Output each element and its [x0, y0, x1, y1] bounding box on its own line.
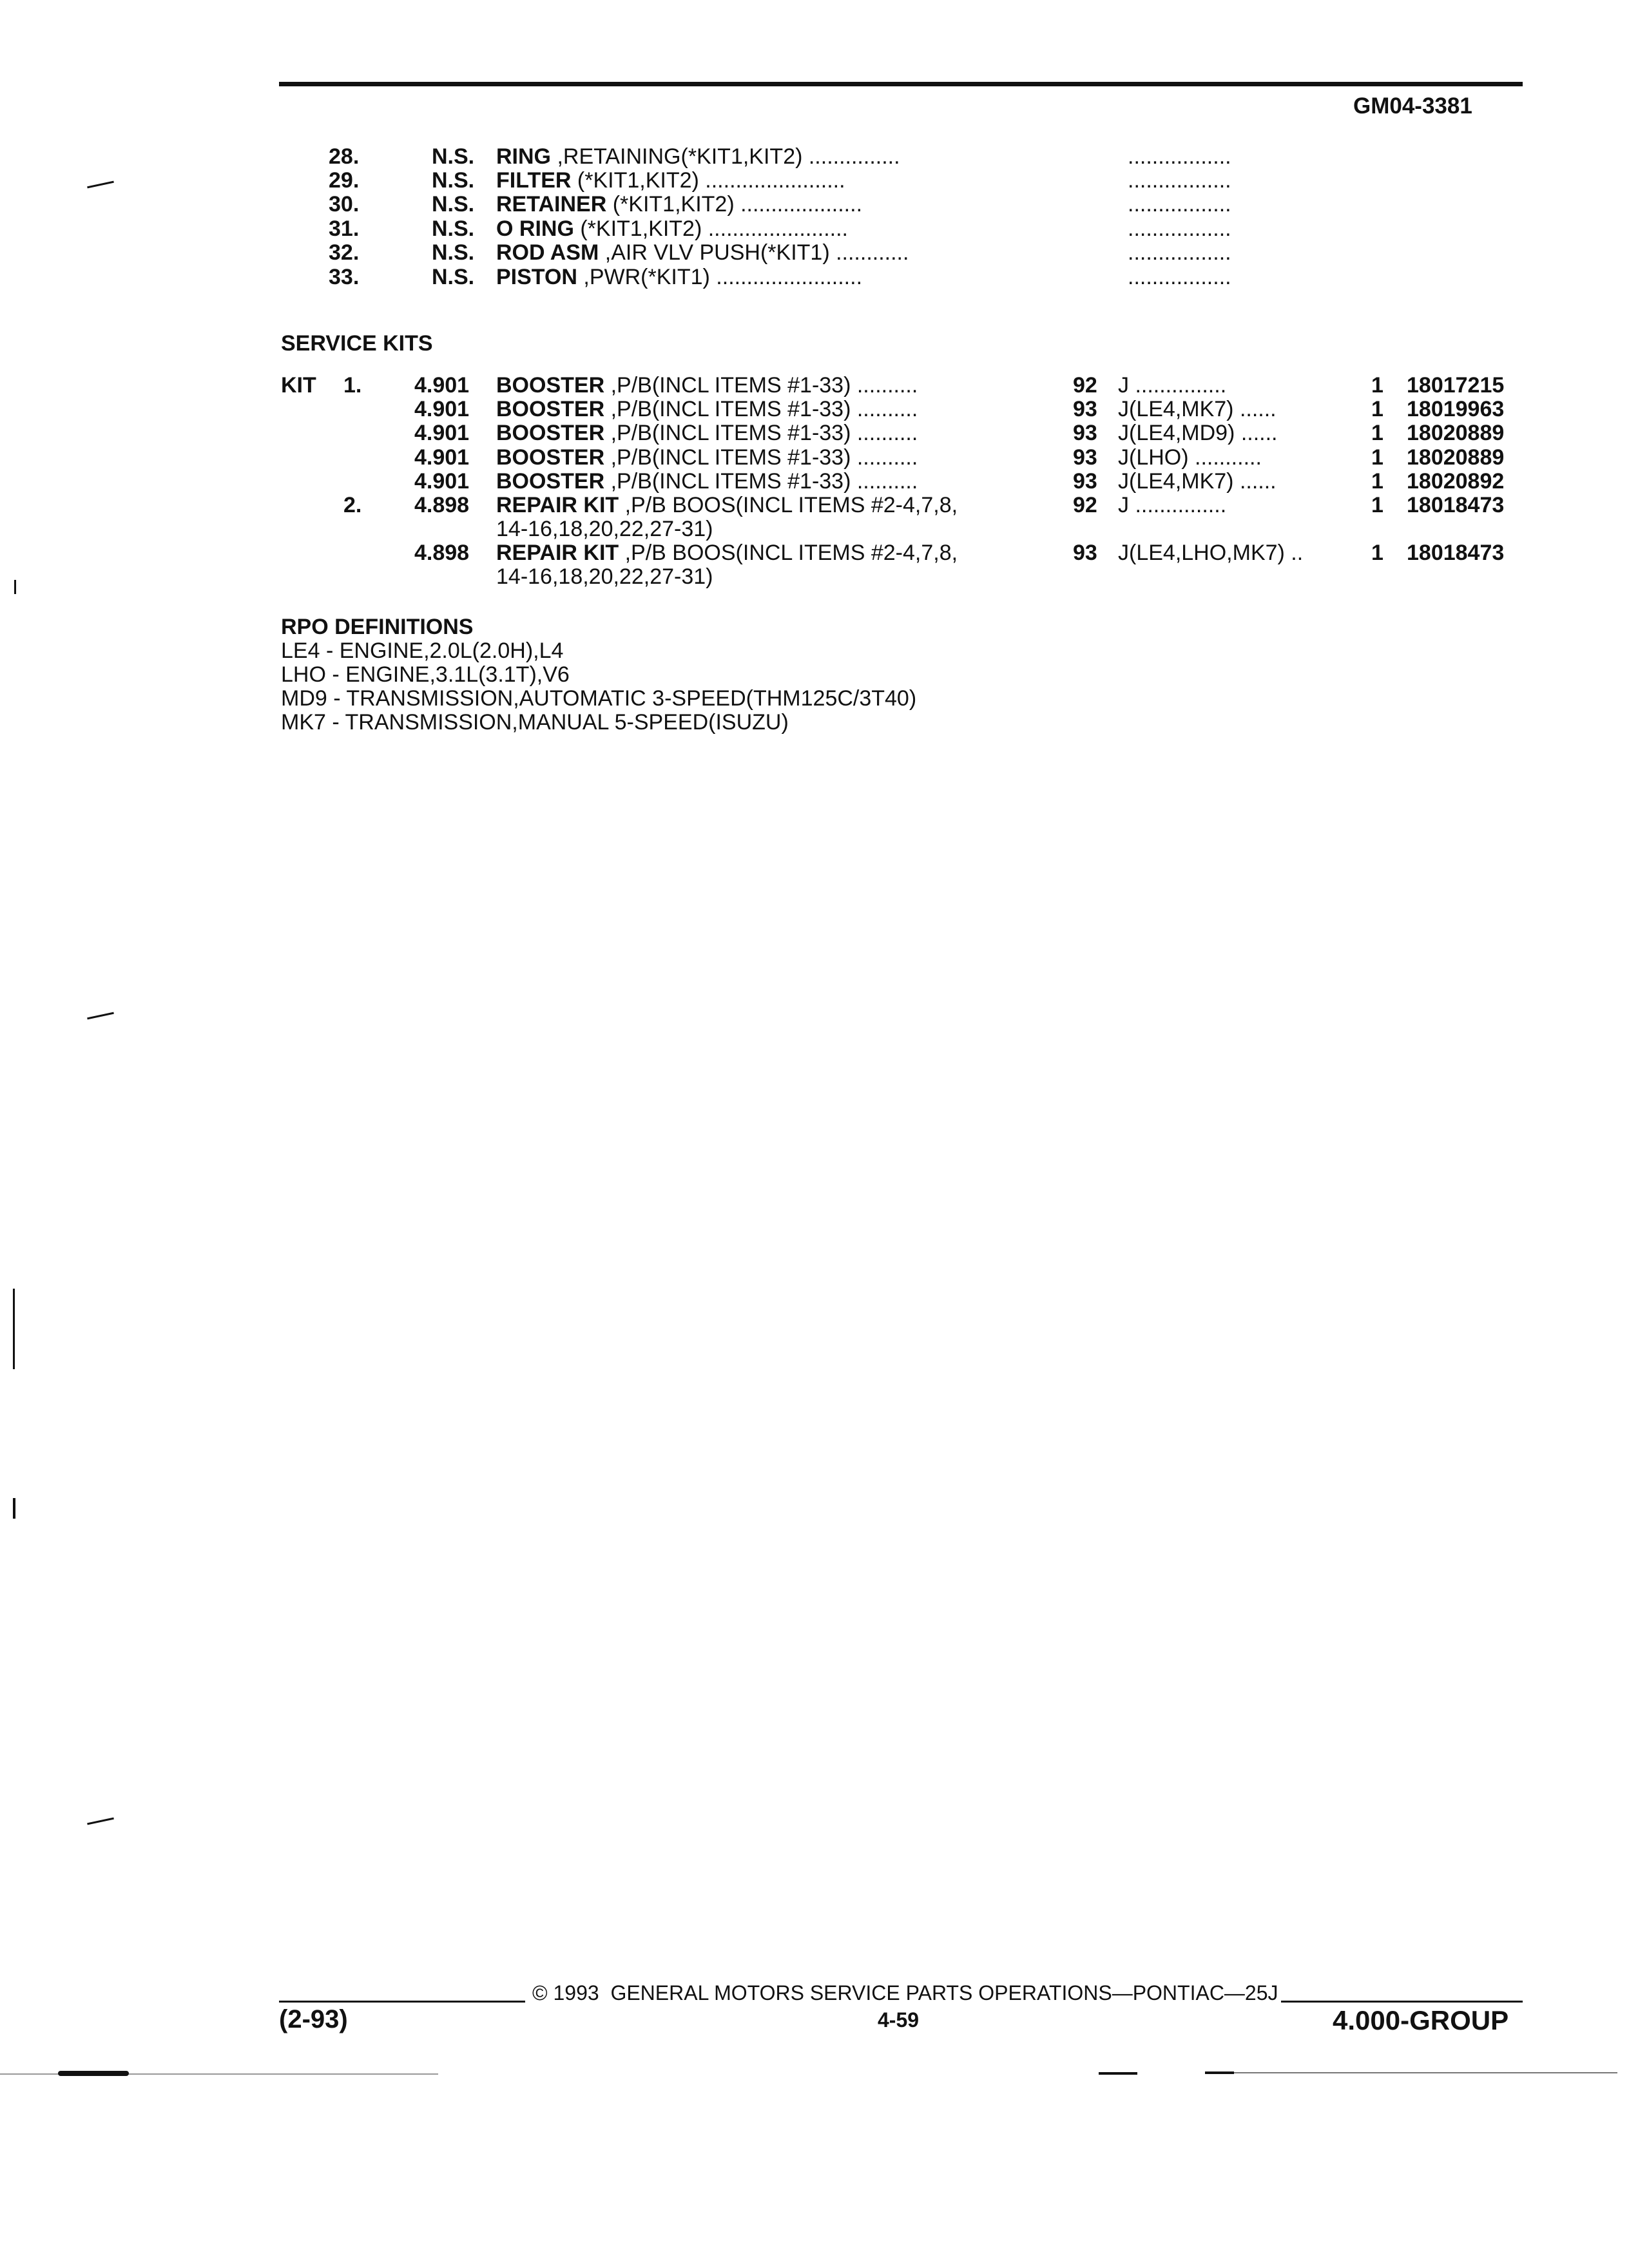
- part-detail: ,AIR VLV PUSH(*KIT1) ............: [599, 240, 909, 265]
- group-code: 4.898: [414, 493, 470, 517]
- scan-edge-mark: [87, 1818, 114, 1825]
- page-number: 4-59: [878, 2008, 920, 2032]
- scan-edge-mark: [87, 1012, 114, 1020]
- kit-detail-continued: 14-16,18,20,22,27-31): [496, 517, 713, 541]
- usage-code: J(LE4,MD9) ......: [1118, 421, 1278, 445]
- part-description: [496, 265, 862, 289]
- kit-name: REPAIR KIT: [496, 493, 619, 517]
- service-kits-heading: SERVICE KITS: [281, 331, 433, 356]
- item-number: 33.: [329, 265, 360, 289]
- rpo-heading: RPO DEFINITIONS: [281, 615, 474, 639]
- kit-name: BOOSTER: [496, 373, 605, 398]
- kit-label: KIT: [281, 373, 316, 398]
- footer-rule-left: [279, 2001, 525, 2003]
- kit-detail: ,P/B(INCL ITEMS #1-33) ..........: [604, 397, 918, 421]
- kit-detail: ,P/B BOOS(INCL ITEMS #2-4,7,8,: [619, 541, 958, 565]
- kit-name: REPAIR KIT: [496, 541, 619, 565]
- part-number: 18020889: [1407, 421, 1505, 445]
- quantity: 1: [1371, 469, 1383, 494]
- kit-detail: ,P/B(INCL ITEMS #1-33) ..........: [604, 373, 918, 398]
- part-description: [496, 145, 900, 169]
- quantity: 1: [1371, 373, 1383, 398]
- scan-edge-mark: [14, 580, 16, 594]
- kit-description: [496, 470, 918, 494]
- top-rule: [279, 82, 1523, 86]
- group-code: N.S.: [432, 144, 475, 169]
- part-description: [496, 169, 845, 193]
- kit-number: 1.: [343, 373, 362, 398]
- usage-leader: .................: [1128, 168, 1231, 193]
- document-id: GM04-3381: [1353, 93, 1472, 119]
- usage-leader: .................: [1128, 216, 1231, 241]
- item-number: 31.: [329, 216, 360, 241]
- scan-edge-mark: [58, 2071, 129, 2076]
- group-code: N.S.: [432, 192, 475, 216]
- model-year: 93: [1073, 421, 1097, 445]
- part-number: 18020892: [1407, 469, 1505, 494]
- kit-number: 2.: [343, 493, 362, 517]
- part-detail: (*KIT1,KIT2) ....................: [606, 192, 863, 216]
- model-year: 93: [1073, 397, 1097, 421]
- usage-code: J(LE4,LHO,MK7) ..: [1118, 541, 1304, 565]
- group-code: 4.901: [414, 373, 470, 398]
- rpo-line: LHO - ENGINE,3.1L(3.1T),V6: [281, 662, 570, 687]
- quantity: 1: [1371, 541, 1383, 565]
- kit-description: [496, 541, 958, 565]
- kit-detail: ,P/B(INCL ITEMS #1-33) ..........: [604, 469, 918, 494]
- group-code: N.S.: [432, 240, 475, 265]
- model-year: 93: [1073, 445, 1097, 470]
- item-number: 29.: [329, 168, 360, 193]
- model-year: 92: [1073, 373, 1097, 398]
- kit-description: [496, 374, 918, 398]
- usage-leader: .................: [1128, 240, 1231, 265]
- group-code: N.S.: [432, 216, 475, 241]
- part-detail: ,PWR(*KIT1) ........................: [577, 265, 863, 289]
- usage-leader: .................: [1128, 144, 1231, 169]
- part-number: 18017215: [1407, 373, 1505, 398]
- kit-description: [496, 398, 918, 421]
- group-code: 4.901: [414, 469, 470, 494]
- copyright-notice: © 1993 GENERAL MOTORS SERVICE PARTS OPERATIONS—PONTIAC—25J: [532, 1981, 1278, 2004]
- part-detail: ,RETAINING(*KIT1,KIT2) ...............: [551, 144, 900, 169]
- part-name: FILTER: [496, 168, 572, 193]
- scan-edge-mark: [1205, 2071, 1234, 2074]
- group-code: 4.898: [414, 541, 470, 565]
- part-description: [496, 217, 848, 241]
- item-number: 32.: [329, 240, 360, 265]
- part-name: PISTON: [496, 265, 577, 289]
- quantity: 1: [1371, 397, 1383, 421]
- scan-edge-mark: [13, 1498, 15, 1519]
- usage-code: J ...............: [1118, 373, 1227, 398]
- kit-detail: ,P/B(INCL ITEMS #1-33) ..........: [604, 421, 918, 445]
- kit-name: BOOSTER: [496, 421, 605, 445]
- group-code: N.S.: [432, 265, 475, 289]
- part-number: 18019963: [1407, 397, 1505, 421]
- kit-detail: ,P/B BOOS(INCL ITEMS #2-4,7,8,: [619, 493, 958, 517]
- scan-edge-mark: [87, 181, 114, 189]
- kit-name: BOOSTER: [496, 397, 605, 421]
- scan-edge-mark: [1099, 2072, 1137, 2075]
- usage-code: J(LE4,MK7) ......: [1118, 469, 1277, 494]
- usage-leader: .................: [1128, 265, 1231, 289]
- scan-edge-mark: [13, 1289, 15, 1369]
- kit-description: [496, 494, 958, 517]
- item-number: 28.: [329, 144, 360, 169]
- part-description: [496, 241, 909, 265]
- usage-code: J(LE4,MK7) ......: [1118, 397, 1277, 421]
- part-detail: (*KIT1,KIT2) .......................: [574, 216, 848, 241]
- footer-group: 4.000-GROUP: [1333, 2005, 1509, 2035]
- usage-leader: .................: [1128, 192, 1231, 216]
- item-number: 30.: [329, 192, 360, 216]
- part-description: [496, 193, 862, 216]
- kit-description: [496, 446, 918, 470]
- model-year: 93: [1073, 469, 1097, 494]
- footer-date: (2-93): [279, 2005, 348, 2033]
- quantity: 1: [1371, 493, 1383, 517]
- model-year: 93: [1073, 541, 1097, 565]
- usage-code: J ...............: [1118, 493, 1227, 517]
- part-name: RETAINER: [496, 192, 607, 216]
- kit-name: BOOSTER: [496, 469, 605, 494]
- part-name: RING: [496, 144, 551, 169]
- part-name: O RING: [496, 216, 574, 241]
- part-name: ROD ASM: [496, 240, 599, 265]
- kit-name: BOOSTER: [496, 445, 605, 470]
- kit-detail-continued: 14-16,18,20,22,27-31): [496, 564, 713, 589]
- part-number: 18018473: [1407, 493, 1505, 517]
- scan-edge-mark: [1205, 2072, 1617, 2073]
- part-detail: (*KIT1,KIT2) .......................: [571, 168, 845, 193]
- group-code: 4.901: [414, 397, 470, 421]
- part-number: 18020889: [1407, 445, 1505, 470]
- rpo-line: MD9 - TRANSMISSION,AUTOMATIC 3-SPEED(THM125C/3T40): [281, 686, 917, 711]
- model-year: 92: [1073, 493, 1097, 517]
- rpo-line: LE4 - ENGINE,2.0L(2.0H),L4: [281, 639, 564, 663]
- footer-rule-right: [1281, 2001, 1523, 2003]
- part-number: 18018473: [1407, 541, 1505, 565]
- kit-detail: ,P/B(INCL ITEMS #1-33) ..........: [604, 445, 918, 470]
- kit-description: [496, 421, 918, 445]
- group-code: 4.901: [414, 445, 470, 470]
- usage-code: J(LHO) ...........: [1118, 445, 1262, 470]
- quantity: 1: [1371, 421, 1383, 445]
- quantity: 1: [1371, 445, 1383, 470]
- group-code: N.S.: [432, 168, 475, 193]
- group-code: 4.901: [414, 421, 470, 445]
- rpo-line: MK7 - TRANSMISSION,MANUAL 5-SPEED(ISUZU): [281, 710, 789, 735]
